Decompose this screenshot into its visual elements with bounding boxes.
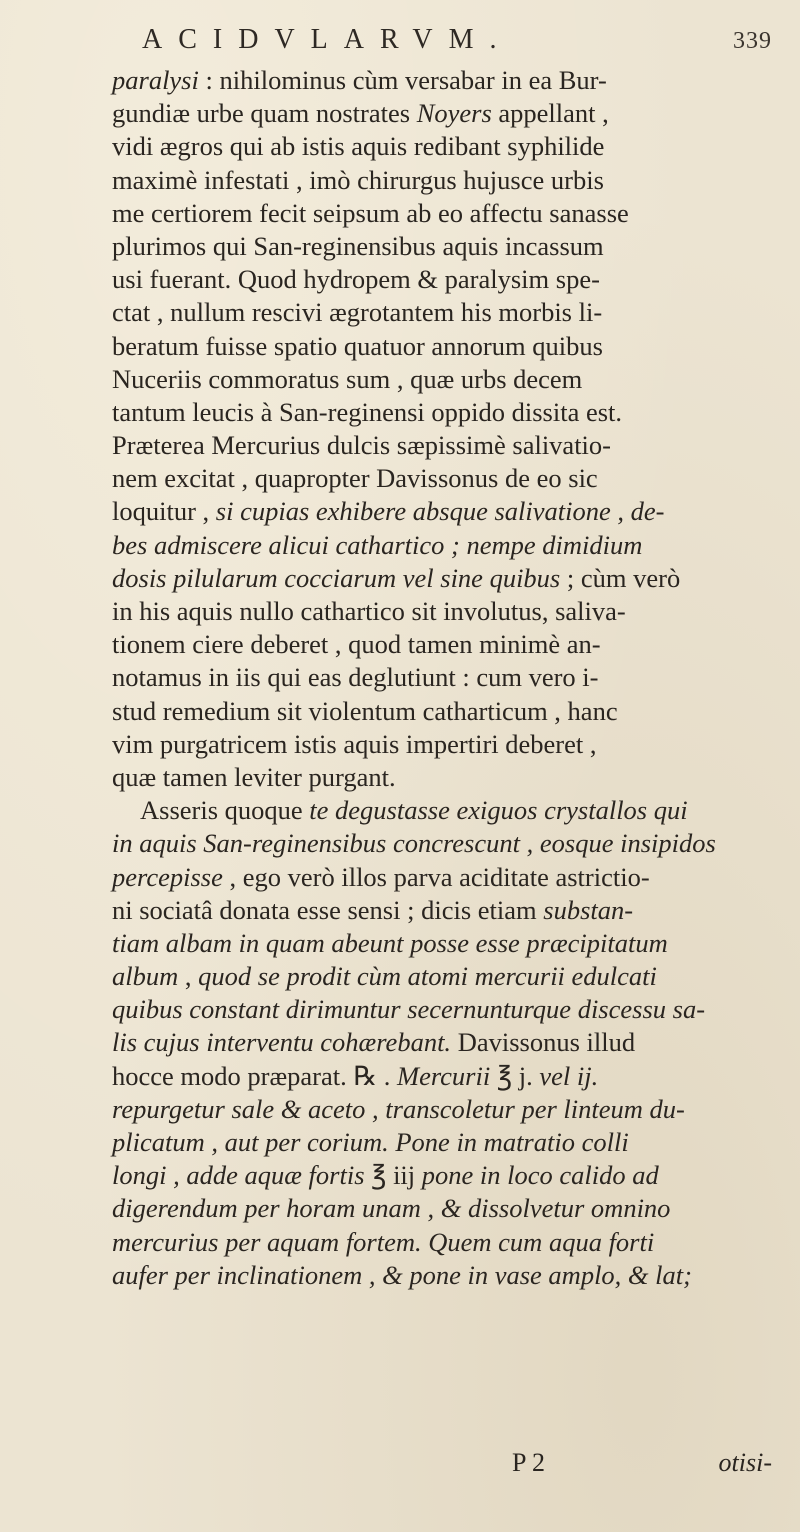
text-line: dosis pilularum cocciarum vel sine quibus ; cùm verò	[112, 562, 681, 593]
text-line: ni sociatâ donata esse sensi ; dicis etiam substan-	[112, 894, 634, 925]
text-line: gundiæ urbe quam nostrates Noyers appellant ,	[112, 98, 609, 129]
running-title: ACIDVLARVM.	[142, 24, 513, 55]
text-line-recipe: hocce modo præparat. ℞ . Mercurii ℥ j. vel ij.	[112, 1060, 599, 1091]
body-text	[112, 64, 782, 1292]
text-line: beratum fuisse spatio quatuor annorum quibus	[112, 330, 603, 361]
text-line: maximè infestati , imò chirurgus hujusce urbis	[112, 164, 604, 195]
text-line: vidi ægros qui ab istis aquis redibant syphilide	[112, 131, 605, 162]
text-line-paragraph-start: Asseris quoque te degustasse exiguos crystallos qui	[140, 795, 688, 826]
text-line: notamus in iis qui eas deglutiunt : cum vero i-	[112, 662, 599, 693]
text-line: in aquis San-reginensibus concrescunt , eosque insipidos	[112, 828, 716, 859]
text-line: bes admiscere alicui cathartico ; nempe dimidium	[112, 529, 643, 560]
signature-mark: P 2	[512, 1448, 545, 1477]
text-line: repurgetur sale & aceto , transcoletur per linteum du-	[112, 1093, 685, 1124]
text-line: tiam albam in quam abeunt posse esse præcipitatum	[112, 927, 668, 958]
text-line: plicatum , aut per corium. Pone in matratio colli	[112, 1127, 629, 1157]
text-line: Præterea Mercurius dulcis sæpissimè salivatio-	[112, 430, 611, 461]
text-line: paralysi : nihilominus cùm versabar in ea Bur-	[112, 65, 607, 95]
text-line: album , quod se prodit cùm atomi mercurii edulcati	[112, 961, 657, 992]
text-line: tionem ciere deberet , quod tamen minimè an-	[112, 629, 601, 660]
text-line: ctat , nullum rescivi ægrotantem his morbis li-	[112, 297, 603, 328]
text-line: tantum leucis à San-reginensi oppido dissita est.	[112, 396, 623, 427]
running-head	[110, 20, 772, 64]
text-line: quibus constant dirimuntur secernunturque discessu sa-	[112, 994, 706, 1025]
text-line: digerendum per horam unam , & dissolvetur omnino	[112, 1193, 671, 1224]
text-line: lis cujus interventu cohærebant. Davissonus illud	[112, 1027, 636, 1058]
text-line: stud remedium sit violentum catharticum , hanc	[112, 695, 618, 726]
text-line: percepisse , ego verò illos parva aciditate astrictio-	[112, 861, 650, 892]
text-line: mercurius per aquam fortem. Quem cum aqua forti	[112, 1226, 655, 1257]
text-line: me certiorem fecit seipsum ab eo affectu sanasse	[112, 197, 629, 228]
text-line: longi , adde aquæ fortis ℥ iij pone in loco calido ad	[112, 1160, 659, 1191]
text-line: quæ tamen leviter purgant.	[112, 761, 396, 792]
page-footer	[112, 1448, 782, 1484]
text-line: plurimos qui San-reginensibus aquis incassum	[112, 230, 604, 261]
text-line: nem excitat , quapropter Davissonus de eo sic	[112, 463, 598, 494]
catchword: otisi-	[718, 1448, 772, 1477]
text-line: vim purgatricem istis aquis impertiri deberet ,	[112, 728, 597, 759]
text-line: loquitur , si cupias exhibere absque salivatione , de-	[112, 496, 665, 527]
text-line: in his aquis nullo cathartico sit involutus, saliva-	[112, 596, 626, 626]
text-line: aufer per inclinationem , & pone in vase amplo, & lat;	[112, 1259, 692, 1290]
page-number: 339	[733, 28, 772, 54]
text-line: usi fuerant. Quod hydropem & paralysim spe-	[112, 264, 600, 295]
text-line: Nuceriis commoratus sum , quæ urbs decem	[112, 363, 583, 394]
